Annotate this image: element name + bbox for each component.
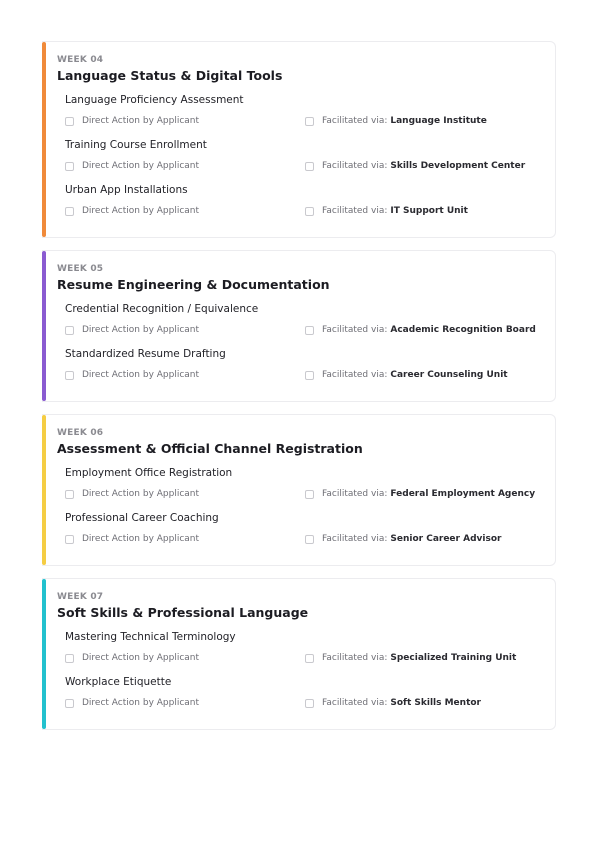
direct-action-label: Direct Action by Applicant xyxy=(82,116,200,126)
direct-action-label: Direct Action by Applicant xyxy=(82,534,200,544)
direct-action-label: Direct Action by Applicant xyxy=(82,489,200,499)
facilitated-option[interactable] xyxy=(305,159,525,173)
direct-action-option[interactable] xyxy=(65,323,199,337)
facilitated-checkbox[interactable] xyxy=(305,162,314,171)
direct-action-option[interactable] xyxy=(65,114,199,128)
facilitated-option[interactable] xyxy=(305,204,468,218)
facilitated-option[interactable] xyxy=(305,487,535,501)
facilitator-name: Soft Skills Mentor xyxy=(390,698,481,708)
facilitator-name: Senior Career Advisor xyxy=(390,534,502,544)
facilitator-name: Skills Development Center xyxy=(390,161,526,171)
direct-action-option[interactable] xyxy=(65,651,199,665)
task-title: Training Course Enrollment xyxy=(65,139,207,151)
direct-action-checkbox[interactable] xyxy=(65,207,74,216)
direct-action-option[interactable] xyxy=(65,532,199,546)
week-title: Assessment & Official Channel Registration xyxy=(57,441,363,456)
week-card xyxy=(42,578,556,730)
task-item xyxy=(42,303,555,343)
direct-action-checkbox[interactable] xyxy=(65,326,74,335)
task-title: Credential Recognition / Equivalence xyxy=(65,303,259,315)
facilitated-checkbox[interactable] xyxy=(305,207,314,216)
task-title: Workplace Etiquette xyxy=(65,676,172,688)
facilitated-checkbox[interactable] xyxy=(305,535,314,544)
task-title: Employment Office Registration xyxy=(65,467,233,479)
facilitator-name: IT Support Unit xyxy=(390,206,468,216)
direct-action-checkbox[interactable] xyxy=(65,654,74,663)
task-title: Urban App Installations xyxy=(65,184,188,196)
facilitated-prefix: Facilitated via: xyxy=(322,489,388,499)
direct-action-checkbox[interactable] xyxy=(65,162,74,171)
task-item xyxy=(42,631,555,671)
facilitated-option[interactable] xyxy=(305,696,481,710)
week-title: Language Status & Digital Tools xyxy=(57,68,283,83)
task-item xyxy=(42,512,555,552)
facilitated-checkbox[interactable] xyxy=(305,326,314,335)
facilitated-prefix: Facilitated via: xyxy=(322,698,388,708)
facilitated-option[interactable] xyxy=(305,368,508,382)
direct-action-checkbox[interactable] xyxy=(65,535,74,544)
facilitated-prefix: Facilitated via: xyxy=(322,370,388,380)
facilitated-option[interactable] xyxy=(305,651,516,665)
task-item xyxy=(42,467,555,507)
week-card xyxy=(42,41,556,238)
direct-action-checkbox[interactable] xyxy=(65,117,74,126)
direct-action-label: Direct Action by Applicant xyxy=(82,698,200,708)
direct-action-checkbox[interactable] xyxy=(65,699,74,708)
task-item xyxy=(42,94,555,134)
facilitated-checkbox[interactable] xyxy=(305,699,314,708)
facilitated-prefix: Facilitated via: xyxy=(322,653,388,663)
direct-action-option[interactable] xyxy=(65,159,199,173)
task-title: Language Proficiency Assessment xyxy=(65,94,244,106)
facilitated-checkbox[interactable] xyxy=(305,654,314,663)
week-card xyxy=(42,414,556,566)
facilitator-name: Specialized Training Unit xyxy=(390,653,517,663)
facilitator-name: Federal Employment Agency xyxy=(390,489,536,499)
direct-action-label: Direct Action by Applicant xyxy=(82,325,200,335)
direct-action-label: Direct Action by Applicant xyxy=(82,370,200,380)
facilitated-option[interactable] xyxy=(305,114,487,128)
facilitated-checkbox[interactable] xyxy=(305,490,314,499)
week-card xyxy=(42,250,556,402)
task-item xyxy=(42,139,555,179)
direct-action-option[interactable] xyxy=(65,368,199,382)
direct-action-checkbox[interactable] xyxy=(65,490,74,499)
facilitated-checkbox[interactable] xyxy=(305,371,314,380)
direct-action-option[interactable] xyxy=(65,696,199,710)
direct-action-label: Direct Action by Applicant xyxy=(82,653,200,663)
week-label: WEEK 06 xyxy=(57,428,104,438)
direct-action-label: Direct Action by Applicant xyxy=(82,206,200,216)
facilitated-option[interactable] xyxy=(305,532,501,546)
facilitated-prefix: Facilitated via: xyxy=(322,206,388,216)
facilitator-name: Academic Recognition Board xyxy=(390,325,536,335)
facilitated-option[interactable] xyxy=(305,323,536,337)
facilitated-prefix: Facilitated via: xyxy=(322,161,388,171)
week-title: Soft Skills & Professional Language xyxy=(57,605,309,620)
week-label: WEEK 07 xyxy=(57,592,104,602)
task-item xyxy=(42,348,555,388)
direct-action-checkbox[interactable] xyxy=(65,371,74,380)
task-item xyxy=(42,184,555,224)
task-item xyxy=(42,676,555,716)
facilitator-name: Language Institute xyxy=(390,116,487,126)
week-label: WEEK 05 xyxy=(57,264,104,274)
facilitated-prefix: Facilitated via: xyxy=(322,325,388,335)
facilitated-prefix: Facilitated via: xyxy=(322,116,388,126)
direct-action-option[interactable] xyxy=(65,487,199,501)
task-title: Mastering Technical Terminology xyxy=(65,631,236,643)
facilitated-checkbox[interactable] xyxy=(305,117,314,126)
week-title: Resume Engineering & Documentation xyxy=(57,277,330,292)
facilitator-name: Career Counseling Unit xyxy=(390,370,508,380)
task-title: Professional Career Coaching xyxy=(65,512,219,524)
direct-action-label: Direct Action by Applicant xyxy=(82,161,200,171)
direct-action-option[interactable] xyxy=(65,204,199,218)
week-label: WEEK 04 xyxy=(57,55,104,65)
task-title: Standardized Resume Drafting xyxy=(65,348,226,360)
facilitated-prefix: Facilitated via: xyxy=(322,534,388,544)
